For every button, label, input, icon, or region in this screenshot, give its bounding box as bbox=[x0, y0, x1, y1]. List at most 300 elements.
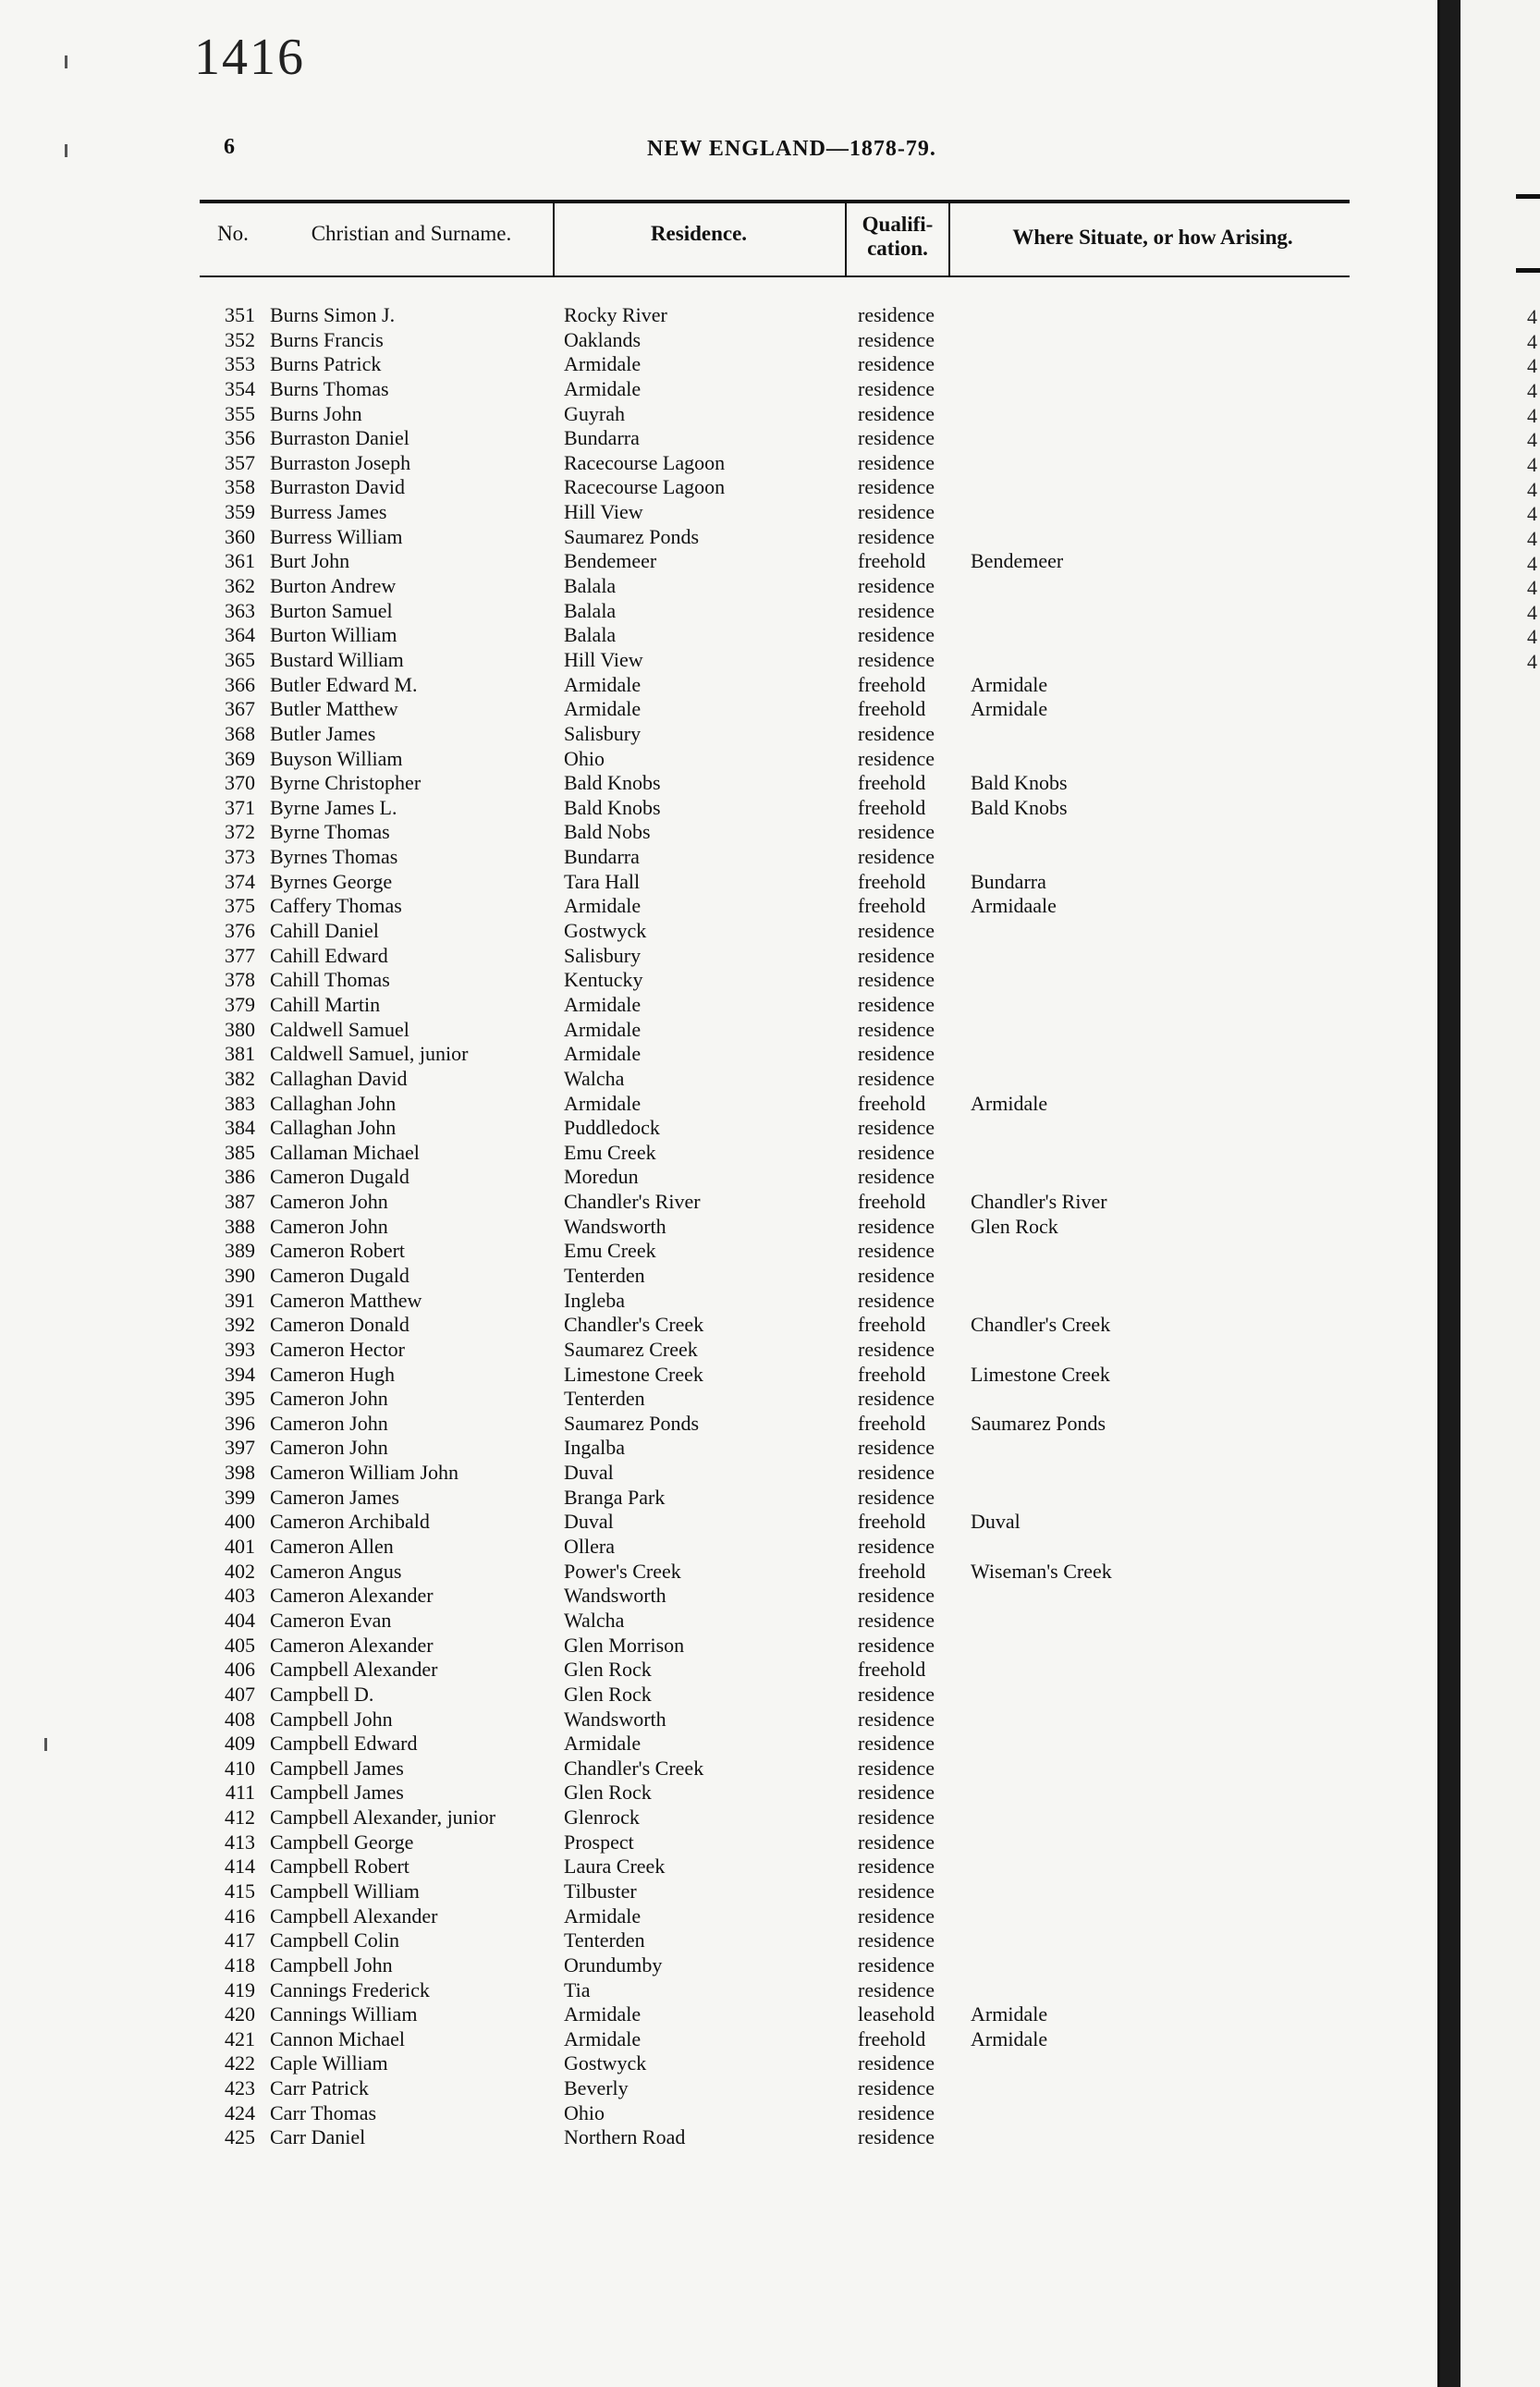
row-qualification: residence bbox=[858, 1165, 935, 1189]
adjacent-page-number: 4 bbox=[1527, 354, 1537, 378]
table-row bbox=[0, 1584, 1440, 1609]
row-name: Cannings William bbox=[270, 2002, 418, 2026]
row-number: 357 bbox=[225, 450, 255, 474]
row-number: 419 bbox=[225, 1977, 255, 2001]
row-qualification: leasehold bbox=[858, 2002, 935, 2026]
table-row bbox=[0, 1560, 1440, 1585]
table-row bbox=[0, 2002, 1440, 2027]
row-qualification: freehold bbox=[858, 1190, 926, 1214]
row-name: Cameron John bbox=[270, 1214, 388, 1238]
row-residence: Chandler's River bbox=[564, 1190, 701, 1214]
row-name: Byrnes George bbox=[270, 869, 393, 893]
row-name: Cameron Alexander bbox=[270, 1633, 434, 1657]
row-name: Cameron Alexander bbox=[270, 1584, 434, 1608]
row-number: 394 bbox=[225, 1362, 255, 1386]
row-number: 423 bbox=[225, 2076, 255, 2100]
row-number: 353 bbox=[225, 352, 255, 376]
adjacent-page-number: 4 bbox=[1527, 428, 1537, 452]
row-residence: Oaklands bbox=[564, 327, 642, 351]
row-number: 380 bbox=[225, 1017, 255, 1041]
adjacent-page-number: 4 bbox=[1527, 378, 1537, 402]
row-number: 362 bbox=[225, 574, 255, 598]
row-residence: Walcha bbox=[564, 1608, 625, 1632]
row-qualification: residence bbox=[858, 721, 935, 745]
row-qualification: freehold bbox=[858, 2026, 926, 2050]
row-residence: Chandler's Creek bbox=[564, 1313, 704, 1337]
row-name: Cahill Thomas bbox=[270, 968, 390, 992]
row-residence: Guyrah bbox=[564, 401, 625, 425]
table-row bbox=[0, 1486, 1440, 1511]
row-residence: Saumarez Creek bbox=[564, 1337, 698, 1361]
row-residence: Bendemeer bbox=[564, 549, 657, 573]
row-qualification: residence bbox=[858, 303, 935, 326]
row-name: Buyson William bbox=[270, 746, 403, 770]
row-qualification: freehold bbox=[858, 1658, 926, 1682]
row-qualification: residence bbox=[858, 1436, 935, 1460]
table-row bbox=[0, 1510, 1440, 1535]
row-name: Burress William bbox=[270, 524, 403, 548]
row-qualification: freehold bbox=[858, 771, 926, 795]
table-row bbox=[0, 623, 1440, 648]
adjacent-rule bbox=[1516, 268, 1540, 273]
row-name: Callaghan John bbox=[270, 1116, 397, 1140]
page-number: 6 bbox=[224, 135, 235, 159]
row-number: 424 bbox=[225, 2100, 255, 2124]
table-row bbox=[0, 1953, 1440, 1978]
row-number: 398 bbox=[225, 1461, 255, 1485]
row-qualification: residence bbox=[858, 1042, 935, 1066]
row-number: 421 bbox=[225, 2026, 255, 2050]
row-residence: Glen Rock bbox=[564, 1682, 652, 1706]
row-qualification: residence bbox=[858, 746, 935, 770]
table-row bbox=[0, 697, 1440, 722]
table-row bbox=[0, 1683, 1440, 1708]
row-qualification: residence bbox=[858, 968, 935, 992]
row-residence: Glen Morrison bbox=[564, 1633, 685, 1657]
row-residence: Armidale bbox=[564, 894, 642, 918]
table-row bbox=[0, 820, 1440, 845]
row-number: 351 bbox=[225, 303, 255, 326]
table-row bbox=[0, 377, 1440, 402]
row-where: Armidale bbox=[971, 697, 1048, 721]
column-divider bbox=[553, 202, 555, 277]
row-number: 416 bbox=[225, 1903, 255, 1928]
table-row bbox=[0, 1634, 1440, 1659]
row-qualification: residence bbox=[858, 992, 935, 1016]
row-qualification: residence bbox=[858, 1461, 935, 1485]
table-row bbox=[0, 1239, 1440, 1264]
row-residence: Armidale bbox=[564, 1903, 642, 1928]
table-row bbox=[0, 525, 1440, 550]
row-name: Campbell John bbox=[270, 1707, 393, 1731]
table-row bbox=[0, 328, 1440, 353]
row-name: Cameron Robert bbox=[270, 1239, 406, 1263]
margin-mark bbox=[65, 55, 67, 68]
row-residence: Branga Park bbox=[564, 1485, 666, 1509]
row-residence: Glen Rock bbox=[564, 1658, 652, 1682]
row-qualification: residence bbox=[858, 1903, 935, 1928]
row-number: 400 bbox=[225, 1510, 255, 1534]
row-number: 389 bbox=[225, 1239, 255, 1263]
row-number: 375 bbox=[225, 894, 255, 918]
table-row bbox=[0, 475, 1440, 500]
table-row bbox=[0, 747, 1440, 772]
row-residence: Ohio bbox=[564, 746, 605, 770]
table-row bbox=[0, 722, 1440, 747]
row-residence: Beverly bbox=[564, 2076, 629, 2100]
row-number: 378 bbox=[225, 968, 255, 992]
row-where: Armidale bbox=[971, 2002, 1048, 2026]
row-residence: Armidale bbox=[564, 376, 642, 400]
table-row bbox=[0, 1461, 1440, 1486]
row-residence: Wandsworth bbox=[564, 1214, 666, 1238]
row-qualification: residence bbox=[858, 1756, 935, 1780]
table-row bbox=[0, 574, 1440, 599]
adjacent-page-number: 4 bbox=[1527, 551, 1537, 575]
row-residence: Gostwyck bbox=[564, 2051, 647, 2075]
row-residence: Puddledock bbox=[564, 1116, 660, 1140]
table-row bbox=[0, 1412, 1440, 1437]
row-residence: Salisbury bbox=[564, 943, 642, 967]
row-residence: Limestone Creek bbox=[564, 1362, 703, 1386]
row-residence: Wandsworth bbox=[564, 1584, 666, 1608]
table-row bbox=[0, 845, 1440, 870]
row-qualification: residence bbox=[858, 1707, 935, 1731]
table-row bbox=[0, 1658, 1440, 1683]
row-qualification: residence bbox=[858, 1952, 935, 1977]
row-name: Campbell George bbox=[270, 1830, 414, 1854]
table-row bbox=[0, 1609, 1440, 1634]
row-residence: Armidale bbox=[564, 672, 642, 696]
row-residence: Northern Road bbox=[564, 2125, 686, 2149]
row-qualification: freehold bbox=[858, 1362, 926, 1386]
row-number: 418 bbox=[225, 1952, 255, 1977]
table-row bbox=[0, 771, 1440, 796]
row-residence: Tenterden bbox=[564, 1928, 645, 1952]
table-row bbox=[0, 402, 1440, 427]
row-name: Cannon Michael bbox=[270, 2026, 406, 2050]
table-row bbox=[0, 1363, 1440, 1388]
row-residence: Bald Knobs bbox=[564, 795, 661, 819]
row-name: Cameron Evan bbox=[270, 1608, 392, 1632]
row-name: Cameron Dugald bbox=[270, 1263, 409, 1287]
row-residence: Balala bbox=[564, 623, 617, 647]
row-name: Burns Simon J. bbox=[270, 303, 396, 326]
row-residence: Bundarra bbox=[564, 845, 640, 869]
row-number: 406 bbox=[225, 1658, 255, 1682]
row-name: Burraston Daniel bbox=[270, 426, 409, 450]
row-residence: Balala bbox=[564, 574, 617, 598]
column-divider bbox=[845, 202, 847, 277]
adjacent-page-number: 4 bbox=[1527, 329, 1537, 353]
row-number: 410 bbox=[225, 1756, 255, 1780]
adjacent-page-number: 4 bbox=[1527, 502, 1537, 526]
row-name: Campbell William bbox=[270, 1879, 420, 1903]
row-qualification: residence bbox=[858, 1830, 935, 1854]
table-row bbox=[0, 796, 1440, 821]
row-name: Cameron William John bbox=[270, 1461, 459, 1485]
row-number: 352 bbox=[225, 327, 255, 351]
table-row bbox=[0, 1018, 1440, 1043]
row-qualification: residence bbox=[858, 1239, 935, 1263]
row-name: Cameron Dugald bbox=[270, 1165, 409, 1189]
row-qualification: freehold bbox=[858, 1559, 926, 1583]
row-name: Burress James bbox=[270, 500, 387, 524]
row-name: Campbell John bbox=[270, 1952, 393, 1977]
row-qualification: residence bbox=[858, 426, 935, 450]
row-qualification: residence bbox=[858, 943, 935, 967]
table-row bbox=[0, 1732, 1440, 1757]
row-residence: Armidale bbox=[564, 1017, 642, 1041]
row-qualification: residence bbox=[858, 845, 935, 869]
table-row bbox=[0, 1264, 1440, 1289]
elector-list bbox=[0, 303, 1440, 2150]
row-qualification: residence bbox=[858, 1879, 935, 1903]
adjacent-page-number: 4 bbox=[1527, 600, 1537, 624]
table-row bbox=[0, 1978, 1440, 2003]
adjacent-page-edge bbox=[1461, 0, 1540, 2387]
row-name: Campbell James bbox=[270, 1781, 404, 1805]
row-qualification: residence bbox=[858, 1584, 935, 1608]
row-name: Cameron Angus bbox=[270, 1559, 402, 1583]
row-name: Cameron James bbox=[270, 1485, 399, 1509]
margin-mark bbox=[65, 144, 67, 157]
row-qualification: residence bbox=[858, 327, 935, 351]
row-residence: Wandsworth bbox=[564, 1707, 666, 1731]
row-number: 379 bbox=[225, 992, 255, 1016]
table-row bbox=[0, 549, 1440, 574]
row-name: Callaghan David bbox=[270, 1066, 408, 1090]
header-no: No. bbox=[217, 222, 249, 245]
row-number: 402 bbox=[225, 1559, 255, 1583]
row-name: Byrne James L. bbox=[270, 795, 397, 819]
row-name: Cameron Matthew bbox=[270, 1288, 422, 1312]
row-name: Cameron John bbox=[270, 1436, 388, 1460]
adjacent-rule bbox=[1516, 194, 1540, 199]
row-number: 409 bbox=[225, 1732, 255, 1756]
row-number: 408 bbox=[225, 1707, 255, 1731]
row-residence: Bald Nobs bbox=[564, 820, 651, 844]
row-name: Butler Edward M. bbox=[270, 672, 418, 696]
row-name: Callaghan John bbox=[270, 1091, 397, 1115]
row-name: Burton Samuel bbox=[270, 598, 393, 622]
row-number: 376 bbox=[225, 919, 255, 943]
row-number: 417 bbox=[225, 1928, 255, 1952]
table-row bbox=[0, 1708, 1440, 1732]
row-qualification: freehold bbox=[858, 697, 926, 721]
row-name: Butler James bbox=[270, 721, 376, 745]
row-residence: Duval bbox=[564, 1510, 614, 1534]
table-row bbox=[0, 1215, 1440, 1240]
row-number: 356 bbox=[225, 426, 255, 450]
header-top-rule bbox=[200, 200, 1350, 203]
row-number: 407 bbox=[225, 1682, 255, 1706]
row-residence: Emu Creek bbox=[564, 1239, 656, 1263]
row-qualification: residence bbox=[858, 1806, 935, 1830]
adjacent-page-number: 4 bbox=[1527, 576, 1537, 600]
row-residence: Armidale bbox=[564, 2002, 642, 2026]
row-number: 364 bbox=[225, 623, 255, 647]
table-row bbox=[0, 1092, 1440, 1117]
column-divider bbox=[948, 202, 950, 277]
row-residence: Armidale bbox=[564, 1091, 642, 1115]
row-name: Campbell Colin bbox=[270, 1928, 399, 1952]
row-residence: Ingalba bbox=[564, 1436, 625, 1460]
row-residence: Armidale bbox=[564, 697, 642, 721]
row-where: Limestone Creek bbox=[971, 1362, 1110, 1386]
row-qualification: residence bbox=[858, 352, 935, 376]
row-residence: Tenterden bbox=[564, 1263, 645, 1287]
row-name: Campbell James bbox=[270, 1756, 404, 1780]
row-qualification: residence bbox=[858, 1633, 935, 1657]
adjacent-page-number: 4 bbox=[1527, 403, 1537, 427]
row-qualification: residence bbox=[858, 1608, 935, 1632]
row-qualification: residence bbox=[858, 647, 935, 671]
row-residence: Armidale bbox=[564, 1042, 642, 1066]
table-row bbox=[0, 1338, 1440, 1363]
row-residence: Bald Knobs bbox=[564, 771, 661, 795]
row-number: 371 bbox=[225, 795, 255, 819]
row-where: Bald Knobs bbox=[971, 795, 1068, 819]
row-residence: Walcha bbox=[564, 1066, 625, 1090]
row-where: Armidaale bbox=[971, 894, 1057, 918]
row-number: 393 bbox=[225, 1337, 255, 1361]
header-qualification bbox=[849, 213, 947, 261]
row-number: 363 bbox=[225, 598, 255, 622]
row-qualification: residence bbox=[858, 524, 935, 548]
row-number: 384 bbox=[225, 1116, 255, 1140]
row-number: 373 bbox=[225, 845, 255, 869]
row-number: 391 bbox=[225, 1288, 255, 1312]
row-number: 405 bbox=[225, 1633, 255, 1657]
row-name: Burns Patrick bbox=[270, 352, 382, 376]
row-name: Cameron Hugh bbox=[270, 1362, 396, 1386]
row-where: Bald Knobs bbox=[971, 771, 1068, 795]
table-row bbox=[0, 673, 1440, 698]
table-row bbox=[0, 2027, 1440, 2052]
row-qualification: residence bbox=[858, 574, 935, 598]
row-qualification: residence bbox=[858, 2125, 935, 2149]
row-name: Cahill Martin bbox=[270, 992, 381, 1016]
table-row bbox=[0, 2125, 1440, 2150]
row-qualification: residence bbox=[858, 623, 935, 647]
row-name: Cameron John bbox=[270, 1190, 388, 1214]
table-row bbox=[0, 1904, 1440, 1929]
row-qualification: residence bbox=[858, 1337, 935, 1361]
row-name: Byrne Thomas bbox=[270, 820, 390, 844]
row-qualification: freehold bbox=[858, 894, 926, 918]
row-where: Bundarra bbox=[971, 869, 1046, 893]
row-residence: Hill View bbox=[564, 647, 643, 671]
row-qualification: residence bbox=[858, 475, 935, 499]
row-qualification: residence bbox=[858, 1855, 935, 1879]
row-number: 411 bbox=[225, 1781, 255, 1805]
table-row bbox=[0, 1757, 1440, 1781]
row-number: 403 bbox=[225, 1584, 255, 1608]
row-where: Armidale bbox=[971, 1091, 1048, 1115]
row-residence: Saumarez Ponds bbox=[564, 524, 700, 548]
row-name: Campbell Edward bbox=[270, 1732, 418, 1756]
table-row bbox=[0, 500, 1440, 525]
row-name: Cahill Daniel bbox=[270, 919, 379, 943]
row-name: Burraston David bbox=[270, 475, 406, 499]
row-where: Armidale bbox=[971, 2026, 1048, 2050]
row-name: Campbell Alexander bbox=[270, 1903, 438, 1928]
table-row bbox=[0, 451, 1440, 476]
row-number: 422 bbox=[225, 2051, 255, 2075]
row-qualification: residence bbox=[858, 598, 935, 622]
adjacent-page-number: 4 bbox=[1527, 305, 1537, 328]
row-qualification: residence bbox=[858, 500, 935, 524]
row-qualification: freehold bbox=[858, 795, 926, 819]
page-title: NEW ENGLAND—1878-79. bbox=[647, 137, 936, 161]
table-row bbox=[0, 894, 1440, 919]
row-number: 383 bbox=[225, 1091, 255, 1115]
table-row bbox=[0, 426, 1440, 451]
row-number: 413 bbox=[225, 1830, 255, 1854]
table-row bbox=[0, 2051, 1440, 2076]
row-qualification: freehold bbox=[858, 869, 926, 893]
row-number: 385 bbox=[225, 1140, 255, 1164]
row-qualification: residence bbox=[858, 1682, 935, 1706]
row-name: Cahill Edward bbox=[270, 943, 388, 967]
adjacent-page-number: 4 bbox=[1527, 625, 1537, 649]
row-qualification: residence bbox=[858, 919, 935, 943]
row-name: Cannings Frederick bbox=[270, 1977, 430, 2001]
table-row bbox=[0, 1830, 1440, 1855]
row-number: 359 bbox=[225, 500, 255, 524]
row-residence: Gostwyck bbox=[564, 919, 647, 943]
row-residence: Power's Creek bbox=[564, 1559, 681, 1583]
row-name: Carr Daniel bbox=[270, 2125, 366, 2149]
table-row bbox=[0, 303, 1440, 328]
row-where: Saumarez Ponds bbox=[971, 1411, 1106, 1435]
row-name: Caldwell Samuel, junior bbox=[270, 1042, 469, 1066]
table-row bbox=[0, 1042, 1440, 1067]
table-row bbox=[0, 352, 1440, 377]
row-qualification: residence bbox=[858, 1387, 935, 1411]
row-qualification: residence bbox=[858, 1214, 935, 1238]
row-number: 372 bbox=[225, 820, 255, 844]
margin-mark bbox=[44, 1738, 47, 1751]
table-row bbox=[0, 1781, 1440, 1806]
row-where: Duval bbox=[971, 1510, 1021, 1534]
row-qualification: residence bbox=[858, 401, 935, 425]
row-name: Butler Matthew bbox=[270, 697, 398, 721]
row-name: Caffery Thomas bbox=[270, 894, 402, 918]
row-residence: Armidale bbox=[564, 352, 642, 376]
table-row bbox=[0, 1535, 1440, 1560]
row-number: 414 bbox=[225, 1855, 255, 1879]
row-number: 404 bbox=[225, 1608, 255, 1632]
row-qualification: residence bbox=[858, 450, 935, 474]
row-number: 358 bbox=[225, 475, 255, 499]
row-residence: Prospect bbox=[564, 1830, 634, 1854]
row-number: 368 bbox=[225, 721, 255, 745]
row-number: 366 bbox=[225, 672, 255, 696]
row-qualification: residence bbox=[858, 2076, 935, 2100]
table-row bbox=[0, 1855, 1440, 1879]
row-number: 412 bbox=[225, 1806, 255, 1830]
row-number: 415 bbox=[225, 1879, 255, 1903]
table-row bbox=[0, 1879, 1440, 1904]
row-name: Campbell Robert bbox=[270, 1855, 409, 1879]
row-number: 381 bbox=[225, 1042, 255, 1066]
row-residence: Orundumby bbox=[564, 1952, 663, 1977]
row-number: 387 bbox=[225, 1190, 255, 1214]
row-residence: Glenrock bbox=[564, 1806, 640, 1830]
row-residence: Tara Hall bbox=[564, 869, 641, 893]
